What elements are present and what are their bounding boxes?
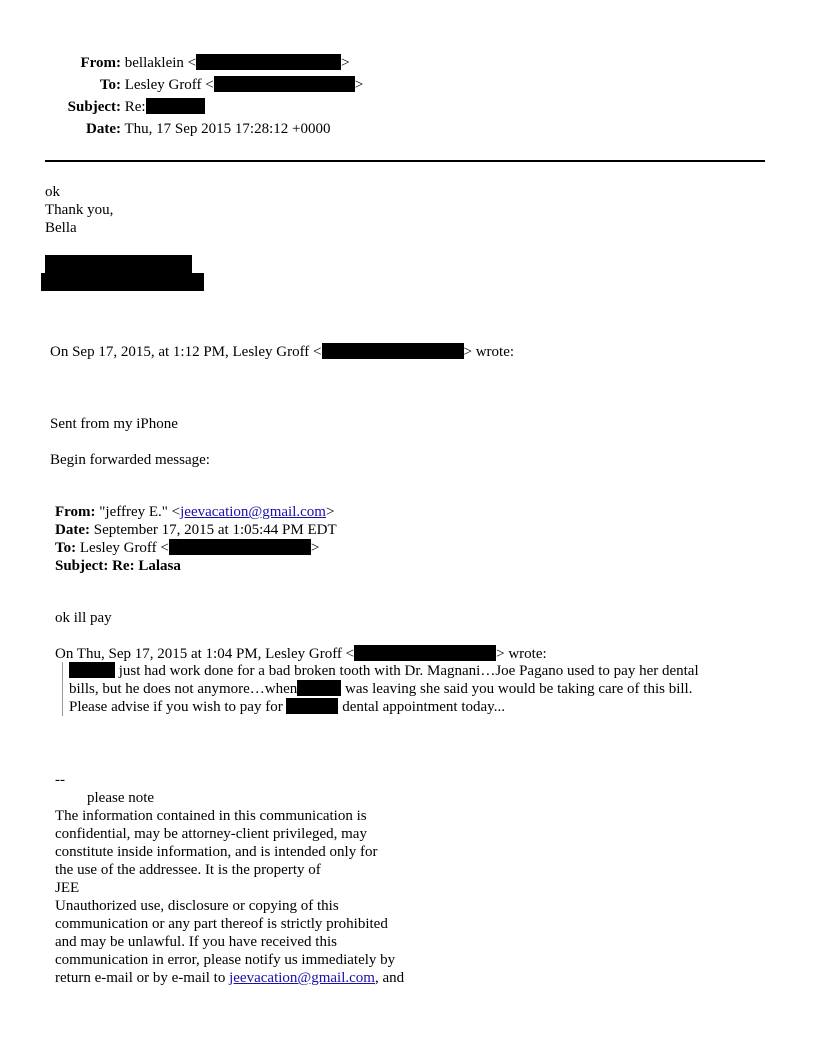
quote-text: just had work done for a bad broken tooth with Dr. Magnani…Joe Pagano used to pay her dental <box>118 663 699 679</box>
header-divider <box>45 160 765 162</box>
fwd-date-value: September 17, 2015 at 1:05:44 PM EDT <box>93 522 337 538</box>
body-line: ok <box>45 184 60 200</box>
disclaimer-line: JEE <box>55 880 80 896</box>
disclaimer-line <box>55 969 404 987</box>
fwd-from-label: From: <box>55 504 96 520</box>
header-to: To: Lesley Groff < > <box>0 76 363 94</box>
redaction <box>286 698 338 714</box>
fwd-from-email-link[interactable]: jeevacation@gmail.com <box>180 504 326 520</box>
redaction <box>322 343 464 359</box>
quote-text: Please advise if you wish to pay for <box>69 699 283 715</box>
attribution-suffix: > wrote: <box>463 344 515 360</box>
fwd-from-close: > <box>325 504 335 520</box>
fwd-subject-value: Re: Lalasa <box>112 558 181 574</box>
fwd-subject <box>55 557 181 575</box>
blockquote <box>62 662 759 716</box>
quote-line <box>69 698 759 716</box>
subject-value: Re: <box>124 99 146 115</box>
reply-attribution <box>55 645 547 663</box>
disclaimer-line: Unauthorized use, disclosure or copying of this <box>55 898 339 914</box>
redaction <box>41 273 204 291</box>
disclaimer-line: and may be unlawful. If you have received this <box>55 934 337 950</box>
reply-attribution-prefix: On Thu, Sep 17, 2015 at 1:04 PM, Lesley Groff < <box>55 646 355 662</box>
reply-attribution-suffix: > wrote: <box>496 646 547 662</box>
redaction <box>196 54 341 70</box>
redaction <box>169 539 311 555</box>
disclaimer-line: communication in error, please notify us immediately by <box>55 952 396 968</box>
quote-line <box>69 662 759 680</box>
forwarded-label: Begin forwarded message: <box>50 452 210 468</box>
to-value: Lesley Groff <box>124 77 202 93</box>
reply-text: ok ill pay <box>55 610 112 626</box>
from-label: From: <box>80 55 121 71</box>
signature-note: please note <box>87 790 155 806</box>
disclaimer-text: , and <box>374 970 405 986</box>
fwd-to <box>55 539 319 557</box>
fwd-to-label: To: <box>55 540 77 556</box>
disclaimer-email-link[interactable]: jeevacation@gmail.com <box>229 970 375 986</box>
disclaimer-line: communication or any part thereof is strictly prohibited <box>55 916 388 932</box>
signature-dashes: -- <box>55 772 65 788</box>
header-from: From: bellaklein < > <box>0 54 350 72</box>
quote-text: was leaving she said you would be taking care of this bill. <box>345 681 693 697</box>
body-line: Bella <box>45 220 77 236</box>
redaction <box>354 645 496 661</box>
date-value: Thu, 17 Sep 2015 17:28:12 +0000 <box>124 121 331 137</box>
sent-from: Sent from my iPhone <box>50 416 178 432</box>
redaction <box>146 98 205 114</box>
header-date <box>0 120 330 138</box>
quote-line <box>69 680 759 698</box>
disclaimer-text: return e-mail or by e-mail to <box>55 970 226 986</box>
quote-text: dental appointment today... <box>342 699 505 715</box>
disclaimer-line: confidential, may be attorney-client privileged, may <box>55 826 367 842</box>
redaction <box>45 255 192 273</box>
quoted-attribution <box>50 343 514 361</box>
subject-label: Subject: <box>67 99 121 115</box>
fwd-to-close: > <box>310 540 320 556</box>
fwd-from <box>55 503 334 521</box>
fwd-date <box>55 521 337 539</box>
attribution-prefix: On Sep 17, 2015, at 1:12 PM, Lesley Groff < <box>50 344 322 360</box>
fwd-subject-label: Subject: <box>55 558 109 574</box>
date-label: Date: <box>86 121 121 137</box>
redaction <box>69 662 115 678</box>
quote-text: bills, but he does not anymore…when <box>69 681 298 697</box>
redaction <box>297 680 341 696</box>
fwd-from-name: "jeffrey E." < <box>99 504 181 520</box>
disclaimer-line: constitute inside information, and is intended only for <box>55 844 378 860</box>
disclaimer-line: the use of the addressee. It is the property of <box>55 862 321 878</box>
body-line: Thank you, <box>45 202 114 218</box>
header-subject <box>0 98 205 116</box>
redaction <box>214 76 355 92</box>
disclaimer-line: The information contained in this communication is <box>55 808 367 824</box>
fwd-to-value: Lesley Groff < <box>79 540 169 556</box>
from-value: bellaklein <box>124 55 184 71</box>
fwd-date-label: Date: <box>55 522 90 538</box>
to-label: To: <box>99 77 121 93</box>
